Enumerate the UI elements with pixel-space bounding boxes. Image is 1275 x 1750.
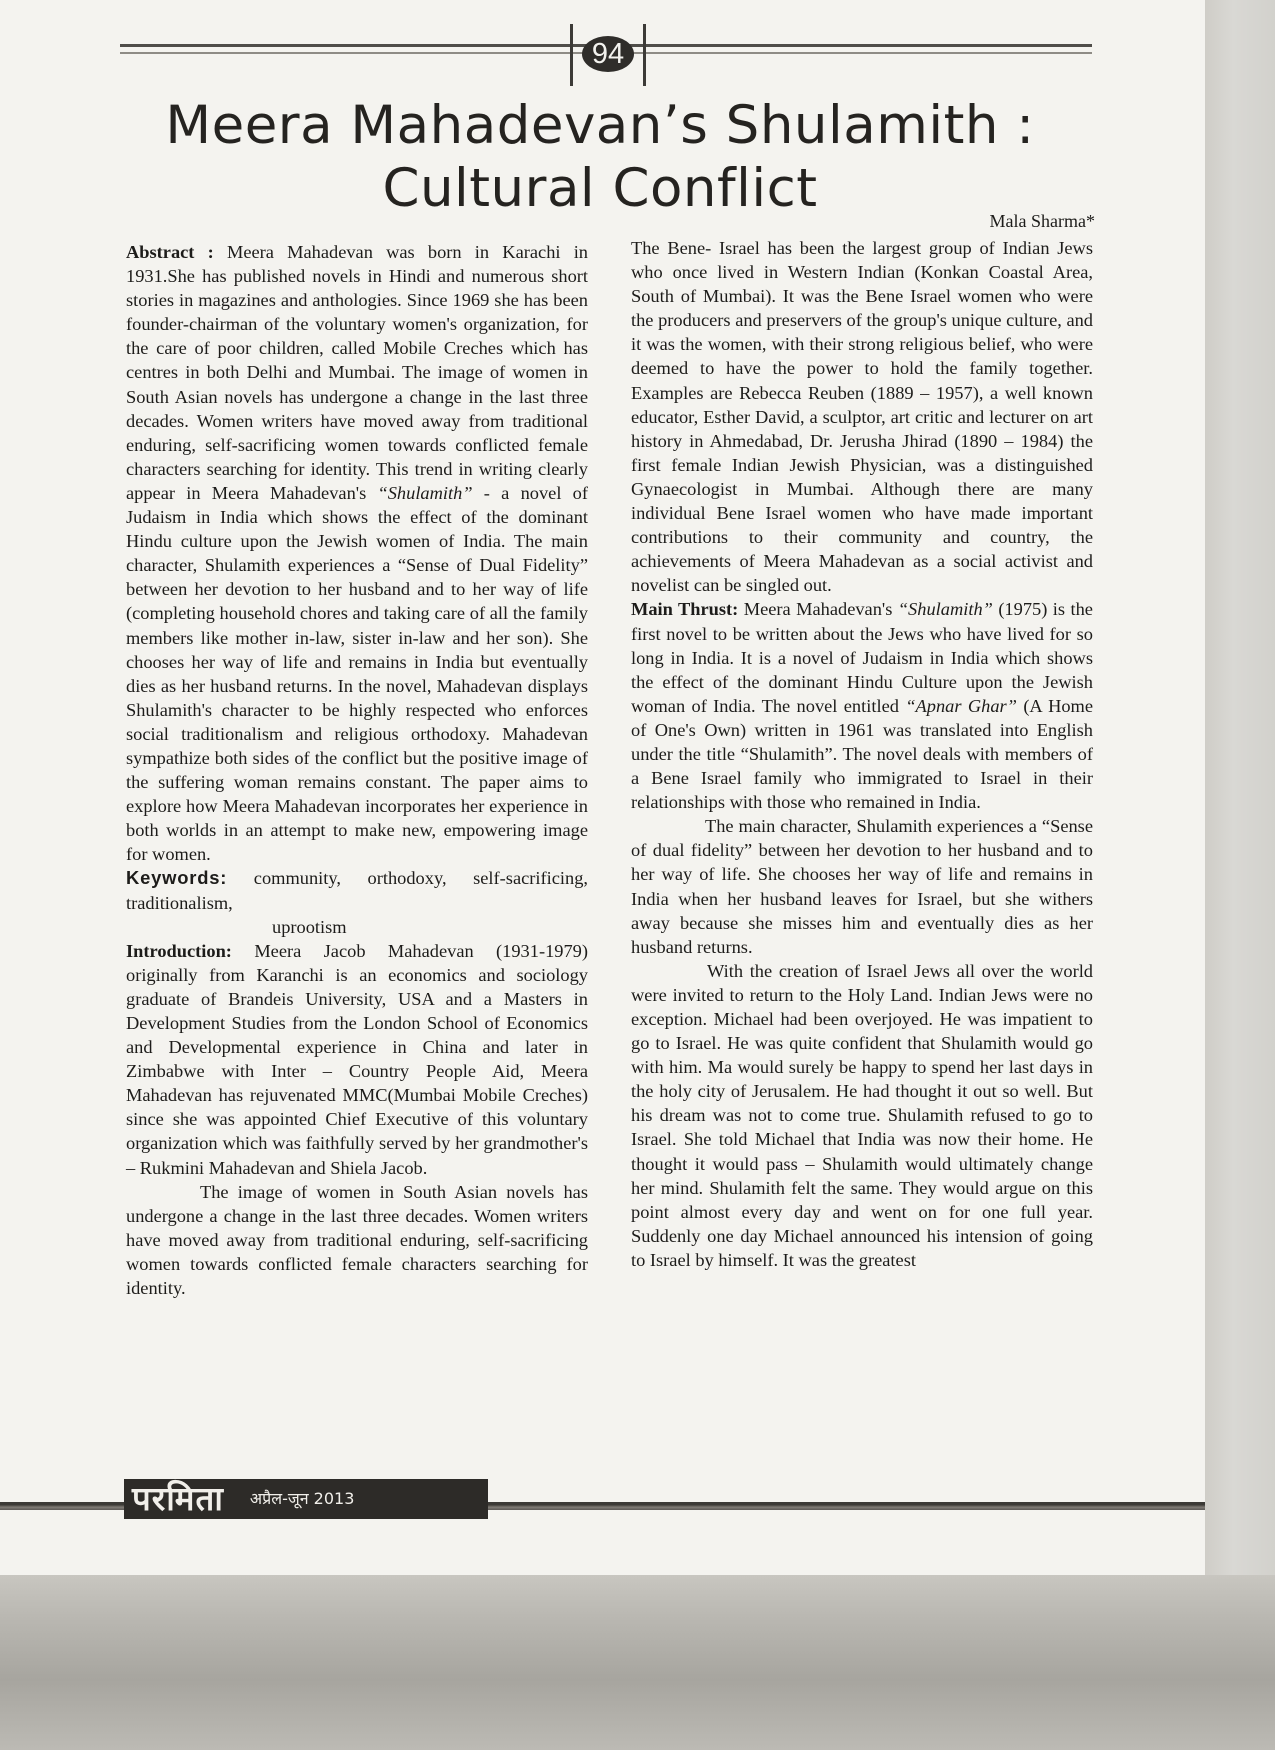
article-title-line-1: Meera Mahadevan’s Shulamith : (165, 95, 1035, 156)
main-thrust-novel-title: “Shulamith” (897, 599, 993, 620)
journal-issue: अप्रैल-जून 2013 (249, 1489, 355, 1508)
abstract-text-part-1: Meera Mahadevan was born in Karachi in 1931.She has published novels in Hindi and numerous short stories in magazines and anthologies. Since 1969 she has been founder-chairman of the voluntary women's organization, for the care of poor children, called Mobile Creches which has centres in both Delhi and Mumbai. The image of women in South Asian novels has undergone a change in the last three decades. Women writers have moved away from traditional enduring, self-sacrificing women towards conflicted female characters searching for identity. This trend in writing clearly appear in Meera Mahadevan's (126, 242, 588, 503)
right-column (631, 236, 1093, 1272)
page-number-bar-right (643, 24, 646, 86)
israel-creation-paragraph: With the creation of Israel Jews all over the world were invited to return to the Holy Land. Indian Jews were no exception. Michael had been overjoyed. He was impatient to go to Israel. He was quite confident that Shulamith would go with him. Ma would surely be happy to spend her last days in the holy city of Jerusalem. He had thought it out so well. But his dream was not to come true. Shulamith refused to go to Israel. She told Michael that India was now their home. He thought it would pass – Shulamith would ultimately change her mind. Shulamith felt the same. They would argue on this point almost every day and went on for one full year. Suddenly one day Michael announced his intension of going to Israel by himself. It was the greatest (631, 960, 1093, 1270)
main-thrust-label: Main Thrust: (631, 599, 739, 620)
main-character-paragraph: The main character, Shulamith experiences a “Sense of dual fidelity” between her devotion to her husband and to her way of life. She chooses her way of life and remains in India when her husband leaves for Israel, but she withers away because she misses him and eventually dies as her husband returns. (631, 816, 1093, 957)
introduction-label: Introduction: (126, 940, 232, 961)
abstract-paragraph (126, 240, 588, 866)
page-number-bar-left (570, 24, 573, 86)
main-thrust-text-part-1: Meera Mahadevan's (743, 599, 893, 620)
image-of-women-paragraph: The image of women in South Asian novels has undergone a change in the last three decades. Women writers have moved away from traditional enduring, self-sacrificing women towards conflicted female characters searching for identity. (126, 1181, 588, 1299)
page-number-badge (570, 24, 646, 86)
apnar-ghar-title: “Apnar Ghar” (905, 695, 1017, 716)
introduction-text: Meera Jacob Mahadevan (1931-1979) originally from Karanchi is an economics and sociology graduate of Brandeis University, USA and a Masters in Development Studies from the London School of Economics and Developmental experience in China and later in Zimbabwe with Inter – Country People Aid, Meera Mahadevan has rejuvenated MMC(Mumbai Mobile Creches) since she was appointed Chief Executive of this voluntary organization which was faithfully served by her grandmother's – Rukmini Mahadevan and Shiela Jacob. (126, 940, 588, 1178)
keywords-paragraph (126, 866, 588, 914)
keywords-text: community, orthodoxy, self-sacrificing, traditionalism, (126, 868, 588, 913)
abstract-novel-title: “Shulamith” (377, 482, 473, 503)
abstract-label: Abstract : (126, 242, 214, 262)
main-thrust-paragraph (631, 597, 1093, 814)
journal-footer-bar (124, 1479, 488, 1519)
scan-bottom-shadow (0, 1575, 1275, 1750)
abstract-text-part-2: - a novel of Judaism in India which shows the effect of the dominant Hindu culture upon the Jewish women of India. The main character, Shulamith experiences a “Sense of Dual Fidelity” between her devotion to her husband and to her way of life (completing household chores and taking care of all the family members like mother in-law, sister in-law and her son). She chooses her way of life and remains in India but eventually dies as her husband returns. In the novel, Mahadevan displays Shulamith's character to be highly respected who enforces social traditionalism and religious orthodoxy. Mahadevan sympathize both sides of the conflict but the positive image of the suffering woman remains constant. The paper aims to explore how Meera Mahadevan incorporates her experience in both worlds in an attempt to make new, empowering image for women. (126, 482, 588, 865)
author-name: Mala Sharma* (989, 211, 1095, 231)
article-title (150, 94, 1050, 220)
bene-israel-paragraph: The Bene- Israel has been the largest group of Indian Jews who once lived in Western Indian (Konkan Coastal Area, South of Mumbai). It was the Bene Israel women who were the producers and preservers of the group's unique culture, and it was the women, with their strong religious belief, who were deemed to have the power to hold the family together. Examples are Rebecca Reuben (1889 – 1957), a well known educator, Esther David, a sculptor, art critic and lecturer on art history in Ahmedabad, Dr. Jerusha Jhirad (1890 – 1984) the first female Indian Jewish Physician, was a distinguished Gynaecologist in Mumbai. Although there are many individual Bene Israel women who have made important contributions to their community and country, the achievements of Meera Mahadevan as a social activist and novelist can be singled out. (631, 238, 1093, 596)
article-title-line-2: Cultural Conflict (382, 158, 818, 219)
binding-shadow (1205, 0, 1275, 1575)
left-column (126, 240, 588, 1300)
page-number: 94 (582, 36, 634, 72)
journal-brand: परमिता (132, 1479, 224, 1518)
keywords-label: Keywords: (126, 867, 228, 889)
keywords-tail: uprootism (272, 916, 347, 937)
main-thrust-text-part-3: (A Home of One's Own) written in 1961 was translated into English under the title “Shulamith”. The novel deals with members of a Bene Israel family who immigrated to Israel in their relationships with those who remained in India. (631, 695, 1094, 813)
main-thrust-text-part-2: (1975) is the first novel to be written about the Jews who have lived for so long in India. It is a novel of Judaism in India which shows the effect of the dominant Hindu Culture upon the Jewish woman of India. The novel entitled (631, 599, 1093, 716)
introduction-paragraph (126, 939, 588, 1180)
